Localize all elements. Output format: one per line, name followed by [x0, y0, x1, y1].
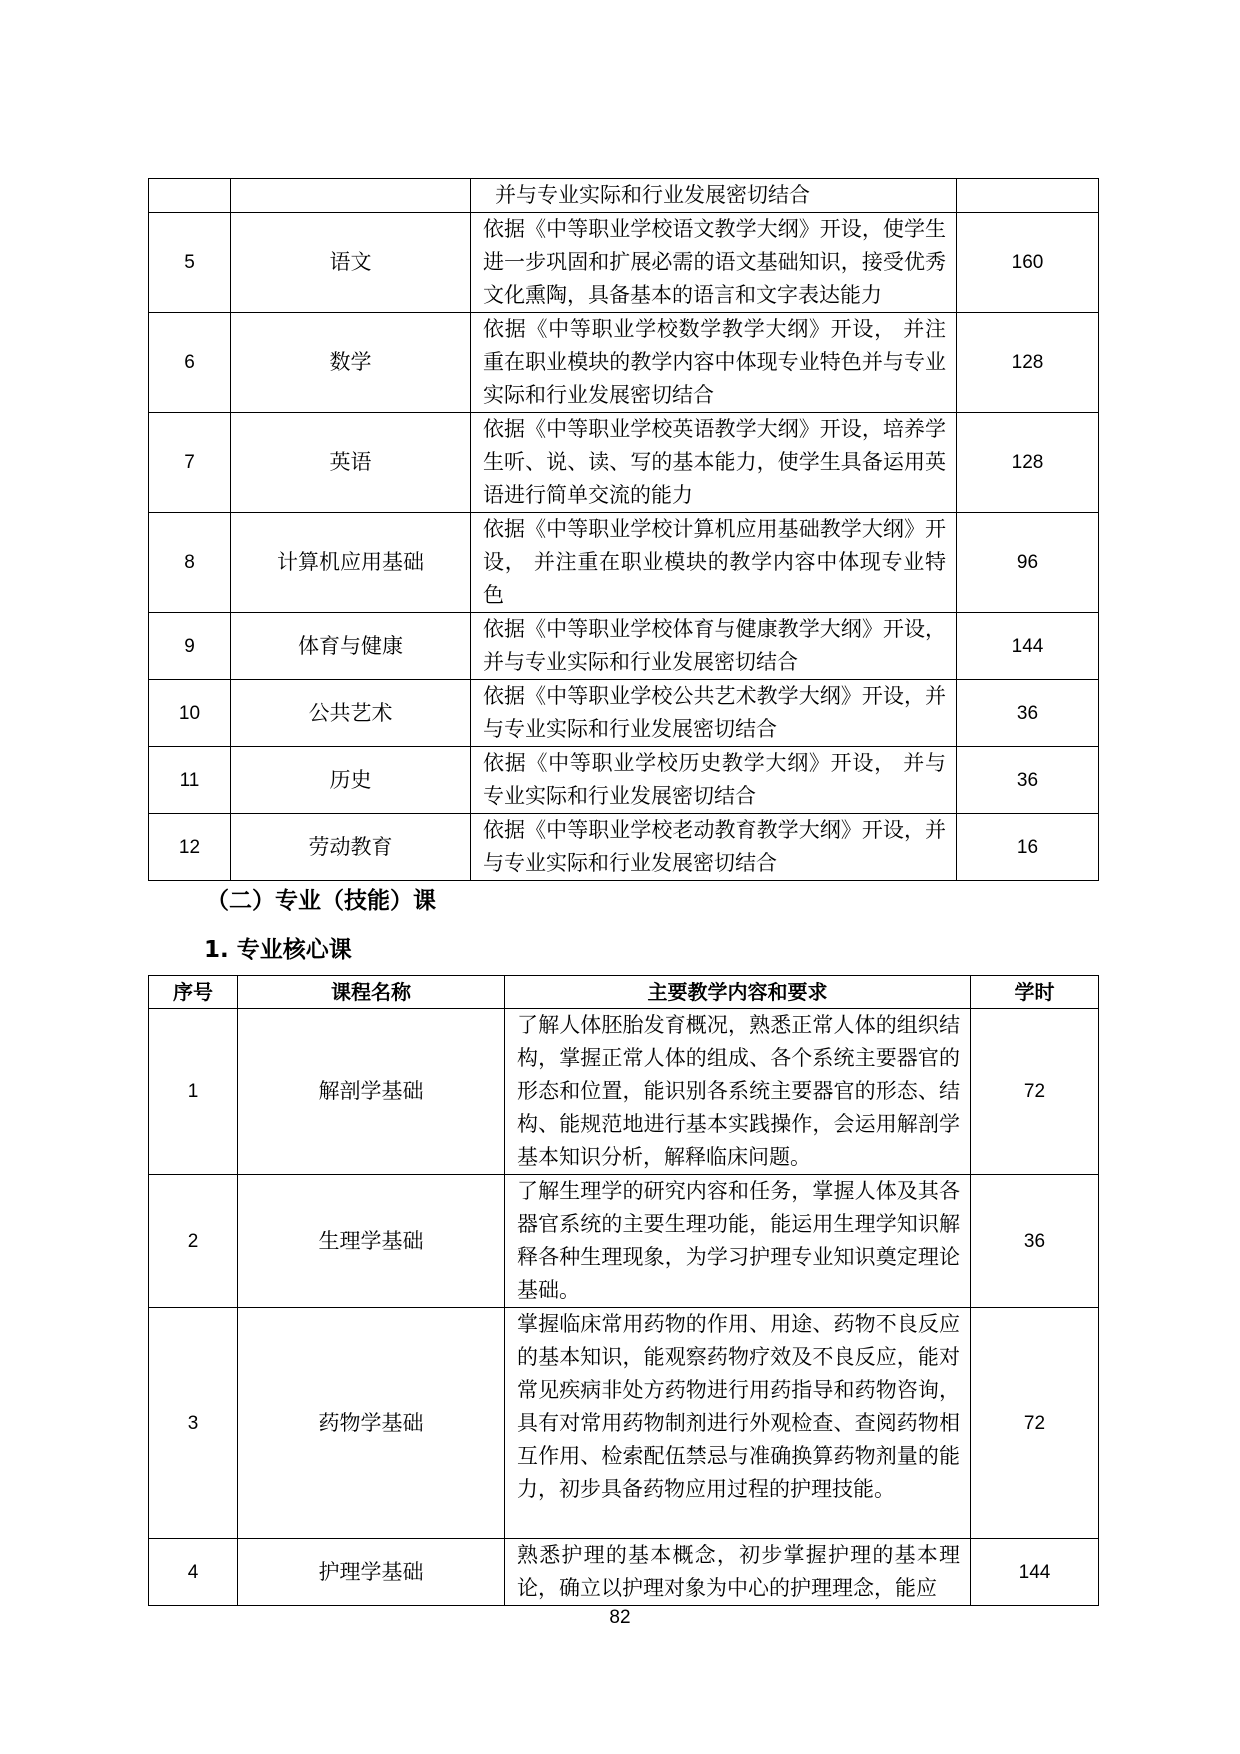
course-hours: 160 [957, 213, 1099, 313]
course-name: 护理学基础 [238, 1539, 505, 1606]
course-name: 数学 [231, 313, 471, 413]
course-name: 语文 [231, 213, 471, 313]
subsection-heading: 1. 专业核心课 [204, 937, 352, 963]
course-hours: 96 [957, 513, 1099, 613]
page-number: 82 [609, 1607, 631, 1628]
table-row [149, 413, 1099, 513]
table-row [149, 179, 1099, 213]
course-number: 8 [149, 513, 231, 613]
table-row [149, 1308, 1099, 1539]
course-content: 熟悉护理的基本概念，初步掌握护理的基本理论，确立以护理对象为中心的护理理念，能应 [505, 1539, 971, 1606]
course-hours: 128 [957, 413, 1099, 513]
course-hours: 36 [957, 680, 1099, 747]
course-content: 并与专业实际和行业发展密切结合 [471, 179, 957, 213]
course-content: 依据《中等职业学校体育与健康教学大纲》开设，并与专业实际和行业发展密切结合 [471, 613, 957, 680]
course-content: 了解生理学的研究内容和任务，掌握人体及其各器官系统的主要生理功能，能运用生理学知识解释各种生理现象，为学习护理专业知识奠定理论基础。 [505, 1175, 971, 1308]
table-row [149, 513, 1099, 613]
course-number [149, 179, 231, 213]
course-number: 5 [149, 213, 231, 313]
course-content: 依据《中等职业学校老动教育教学大纲》开设，并与专业实际和行业发展密切结合 [471, 814, 957, 881]
header-hours: 学时 [971, 976, 1099, 1009]
course-hours: 16 [957, 814, 1099, 881]
course-name: 英语 [231, 413, 471, 513]
course-name: 计算机应用基础 [231, 513, 471, 613]
general-courses-table [148, 178, 1099, 881]
course-hours: 128 [957, 313, 1099, 413]
header-content: 主要教学内容和要求 [505, 976, 971, 1009]
course-name: 公共艺术 [231, 680, 471, 747]
course-number: 2 [149, 1175, 238, 1308]
table-row [149, 213, 1099, 313]
course-hours: 36 [971, 1175, 1099, 1308]
course-content: 了解人体胚胎发育概况，熟悉正常人体的组织结构，掌握正常人体的组成、各个系统主要器官的形态和位置，能识别各系统主要器官的形态、结构、能规范地进行基本实践操作，会运用解剖学基本知识分析，解释临床问题。 [505, 1009, 971, 1175]
course-name: 药物学基础 [238, 1308, 505, 1539]
course-hours: 144 [957, 613, 1099, 680]
course-number: 4 [149, 1539, 238, 1606]
core-courses-table [148, 975, 1099, 1606]
table-row [149, 613, 1099, 680]
table-row [149, 313, 1099, 413]
course-name: 生理学基础 [238, 1175, 505, 1308]
table-row [149, 814, 1099, 881]
course-hours: 72 [971, 1308, 1099, 1539]
table-row [149, 1009, 1099, 1175]
table-row [149, 680, 1099, 747]
course-hours: 144 [971, 1539, 1099, 1606]
course-number: 12 [149, 814, 231, 881]
course-name: 劳动教育 [231, 814, 471, 881]
course-number: 11 [149, 747, 231, 814]
course-content: 掌握临床常用药物的作用、用途、药物不良反应的基本知识，能观察药物疗效及不良反应，能对常见疾病非处方药物进行用药指导和药物咨询，具有对常用药物制剂进行外观检查、查阅药物相互作用、检索配伍禁忌与准确换算药物剂量的能力，初步具备药物应用过程的护理技能。 [505, 1308, 971, 1539]
course-number: 10 [149, 680, 231, 747]
section-heading: （二）专业（技能）课 [206, 888, 436, 914]
course-content: 依据《中等职业学校历史教学大纲》开设， 并与专业实际和行业发展密切结合 [471, 747, 957, 814]
course-content: 依据《中等职业学校公共艺术教学大纲》开设，并与专业实际和行业发展密切结合 [471, 680, 957, 747]
table-header-row [149, 976, 1099, 1009]
course-name: 体育与健康 [231, 613, 471, 680]
course-name [231, 179, 471, 213]
course-content: 依据《中等职业学校数学教学大纲》开设， 并注重在职业模块的教学内容中体现专业特色并与专业实际和行业发展密切结合 [471, 313, 957, 413]
course-name: 历史 [231, 747, 471, 814]
header-number: 序号 [149, 976, 238, 1009]
table-row [149, 747, 1099, 814]
course-content: 依据《中等职业学校计算机应用基础教学大纲》开设， 并注重在职业模块的教学内容中体现专业特色 [471, 513, 957, 613]
course-number: 9 [149, 613, 231, 680]
course-hours: 36 [957, 747, 1099, 814]
course-number: 6 [149, 313, 231, 413]
course-name: 解剖学基础 [238, 1009, 505, 1175]
header-course-name: 课程名称 [238, 976, 505, 1009]
course-content: 依据《中等职业学校语文教学大纲》开设，使学生进一步巩固和扩展必需的语文基础知识，接受优秀文化熏陶，具备基本的语言和文字表达能力 [471, 213, 957, 313]
course-content: 依据《中等职业学校英语教学大纲》开设，培养学生听、说、读、写的基本能力，使学生具备运用英语进行简单交流的能力 [471, 413, 957, 513]
course-number: 3 [149, 1308, 238, 1539]
course-number: 1 [149, 1009, 238, 1175]
course-number: 7 [149, 413, 231, 513]
course-hours: 72 [971, 1009, 1099, 1175]
course-hours [957, 179, 1099, 213]
table-row [149, 1539, 1099, 1606]
table-row [149, 1175, 1099, 1308]
